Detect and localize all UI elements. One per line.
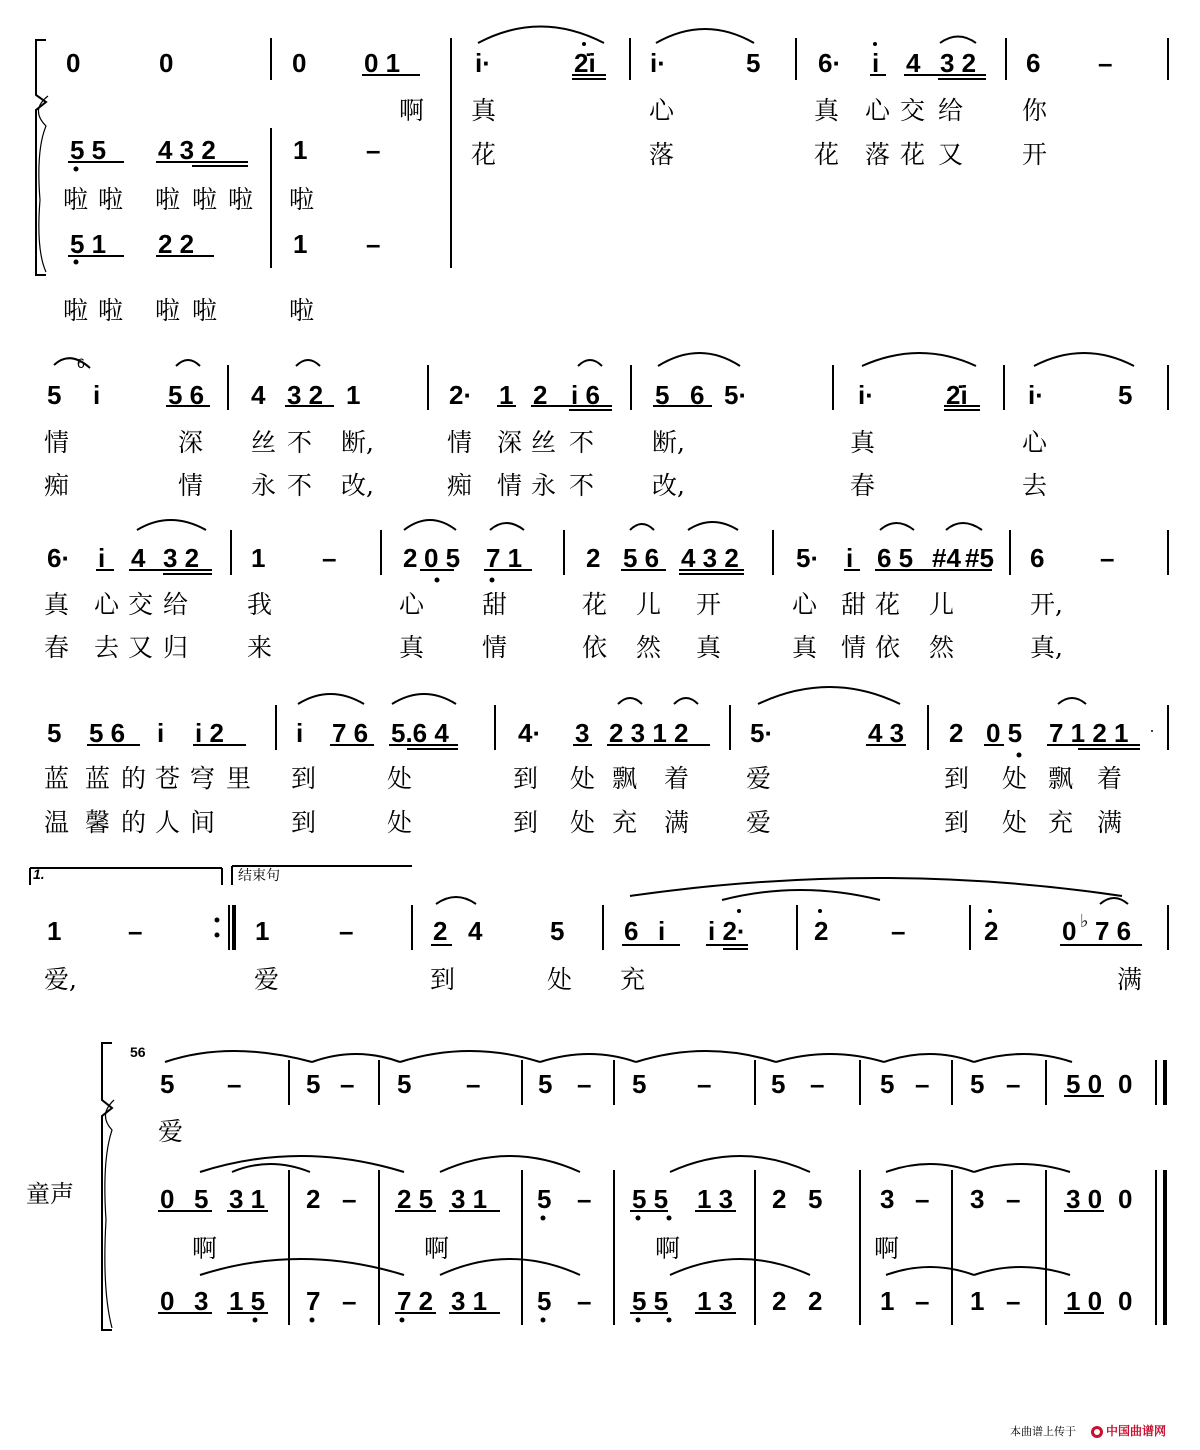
lyric: 到 <box>944 808 970 837</box>
note: i <box>93 380 101 410</box>
lyric: 啦 <box>228 185 254 214</box>
lyric: 丝 <box>531 428 557 457</box>
lyric: 花 <box>814 140 840 169</box>
lyric: 啦 <box>63 296 89 325</box>
lyric: 落 <box>649 140 675 169</box>
note: – <box>697 1069 712 1099</box>
note: 1 <box>346 380 361 410</box>
note: 1 <box>499 380 514 410</box>
lyric: 深 <box>497 428 523 457</box>
note: 2 <box>984 916 999 946</box>
note: 2 2 <box>158 229 195 259</box>
note: 5 1 <box>70 229 107 259</box>
note: – <box>128 916 143 946</box>
note: 5 5 <box>632 1184 669 1214</box>
system-bracket <box>102 1043 112 1330</box>
lyric: 花 <box>471 140 497 169</box>
note: 5 <box>538 1069 553 1099</box>
note: 2 <box>403 543 418 573</box>
note: 3 <box>970 1184 985 1214</box>
lyric: 真 <box>850 428 876 457</box>
lyric: 丝 <box>251 428 277 457</box>
lyric: 蓝 <box>85 764 111 793</box>
lyric: 甜 <box>841 590 867 619</box>
lyric: 去 <box>1022 471 1048 500</box>
note: – <box>915 1286 930 1316</box>
lyric: 花 <box>582 590 608 619</box>
footer-upload-text: 本曲谱上传于 <box>1010 1425 1076 1438</box>
lyric: 穹 <box>190 764 216 793</box>
note: 0 <box>1118 1184 1133 1214</box>
note: i <box>157 718 165 748</box>
note: 7 2 <box>397 1286 434 1316</box>
lyric: 我 <box>247 590 273 619</box>
note: 3 2 <box>940 48 977 78</box>
lyric: 情 <box>497 471 523 500</box>
lyric: 蓝 <box>44 764 70 793</box>
note: 3 0 <box>1066 1184 1103 1214</box>
note: 5 6 <box>623 543 660 573</box>
lyric: 啦 <box>63 185 89 214</box>
lyric: 满 <box>1097 808 1123 837</box>
note: 1 0 <box>1066 1286 1103 1316</box>
note: 2 <box>533 380 548 410</box>
lyric: 春 <box>44 633 70 662</box>
lyric: 满 <box>1117 965 1143 994</box>
lyric: 里 <box>226 764 252 793</box>
note: 5· <box>750 718 774 748</box>
note: 2 <box>306 1184 321 1214</box>
lyric: 不 <box>569 471 595 500</box>
note: 5 <box>655 380 670 410</box>
note: 5 <box>1118 380 1133 410</box>
note: 6 <box>1026 48 1041 78</box>
system-brace <box>38 96 48 272</box>
note: 7 6 <box>1095 916 1132 946</box>
lyric: 温 <box>44 808 70 837</box>
note: 6 5 <box>877 543 914 573</box>
lyric: 永 <box>531 471 557 500</box>
lyric: 啦 <box>155 185 181 214</box>
note: 4 3 2 <box>681 543 739 573</box>
note: 2 <box>814 916 829 946</box>
lyric: 交 <box>128 590 154 619</box>
note: 1 <box>970 1286 985 1316</box>
note: 2 5 <box>397 1184 434 1214</box>
note: 5 <box>970 1069 985 1099</box>
lyric: 依 <box>875 633 901 662</box>
note: 3 1 <box>451 1286 488 1316</box>
note: 2 <box>808 1286 823 1316</box>
lyric: 啦 <box>289 185 315 214</box>
lyric: 春 <box>850 471 876 500</box>
lyric: 来 <box>247 633 273 662</box>
lyric: 处 <box>1002 764 1028 793</box>
lyric: 处 <box>387 764 413 793</box>
note: 0 <box>1118 1069 1133 1099</box>
note: 5 <box>537 1184 552 1214</box>
note: 2̇i <box>946 380 968 410</box>
note: – <box>577 1286 592 1316</box>
lyric: 飘 <box>612 764 638 793</box>
note: 0 <box>66 48 81 78</box>
note: 1 5 <box>229 1286 266 1316</box>
note: 5 <box>160 1069 175 1099</box>
note: 5 <box>397 1069 412 1099</box>
note: i <box>658 916 666 946</box>
lyric: 真 <box>44 590 70 619</box>
lyric: 着 <box>664 764 690 793</box>
note: – <box>891 916 906 946</box>
ending-label: 结束句 <box>238 868 280 884</box>
site-logo[interactable]: 中国曲谱网 <box>1106 1424 1167 1438</box>
note: – <box>227 1069 242 1099</box>
note: 5 <box>746 48 761 78</box>
lyric: 然 <box>636 633 662 662</box>
note: – <box>366 229 381 259</box>
note: 1 3 <box>697 1184 734 1214</box>
note: 2̇i <box>574 48 596 78</box>
note: 2 <box>772 1184 787 1214</box>
lyric: 改, <box>652 471 685 500</box>
lyric: 啦 <box>192 185 218 214</box>
lyric: 处 <box>1002 808 1028 837</box>
note: i· <box>858 380 874 410</box>
lyric: 儿 <box>929 590 955 619</box>
note: 3 1 <box>229 1184 266 1214</box>
note: – <box>1100 543 1115 573</box>
lyric: 啦 <box>192 296 218 325</box>
note: – <box>577 1069 592 1099</box>
note: – <box>342 1184 357 1214</box>
lyric: 啊 <box>192 1234 218 1263</box>
note: i <box>846 543 854 573</box>
note: – <box>915 1184 930 1214</box>
note: – <box>577 1184 592 1214</box>
note: – <box>915 1069 930 1099</box>
lyric: 爱 <box>254 965 280 994</box>
note: 2 3 1 2 <box>609 718 689 748</box>
lyric: 不 <box>287 428 313 457</box>
lyric: 心 <box>649 96 675 125</box>
lyric: 开 <box>696 590 722 619</box>
note: 2 <box>586 543 601 573</box>
note: 3 <box>880 1184 895 1214</box>
lyric: 痴 <box>44 471 70 500</box>
note: 1 <box>880 1286 895 1316</box>
note: 0 <box>160 1184 175 1214</box>
note: 4 3 2 <box>158 135 216 165</box>
note: – <box>1006 1069 1021 1099</box>
lyric: 着 <box>1097 764 1123 793</box>
note: 1 <box>255 916 270 946</box>
note: 4 <box>468 916 483 946</box>
note: 6 <box>624 916 639 946</box>
note: i <box>296 718 304 748</box>
lyric: 真, <box>1030 633 1063 662</box>
lyric: 不 <box>569 428 595 457</box>
note: 3 <box>194 1286 209 1316</box>
lyric: 痴 <box>447 471 473 500</box>
note: – <box>340 1069 355 1099</box>
lyric: 断, <box>341 428 374 457</box>
lyric: 到 <box>430 965 456 994</box>
system-bracket <box>36 40 46 275</box>
note: i· <box>475 48 491 78</box>
note: 7 <box>306 1286 321 1316</box>
note: 1 <box>293 135 308 165</box>
lyric: 交 <box>900 96 926 125</box>
note: 1 <box>47 916 62 946</box>
note: 2 <box>949 718 964 748</box>
lyric: 花 <box>900 140 926 169</box>
note: 6 <box>690 380 705 410</box>
lyric: 深 <box>178 428 204 457</box>
lyric: 真 <box>814 96 840 125</box>
note: 3 2 <box>163 543 200 573</box>
lyric: 情 <box>447 428 473 457</box>
note: 0 1 <box>364 48 401 78</box>
note: 5 0 <box>1066 1069 1103 1099</box>
lyric: 处 <box>387 808 413 837</box>
note: 0 <box>160 1286 175 1316</box>
lyric: 爱 <box>746 764 772 793</box>
lyric: 间 <box>190 808 216 837</box>
note: 7 1 2 1 <box>1049 718 1129 748</box>
note: 1 <box>293 229 308 259</box>
lyric: 处 <box>547 965 573 994</box>
lyric: 断, <box>652 428 685 457</box>
note: 2 <box>433 916 448 946</box>
note: 0 <box>1118 1286 1133 1316</box>
note: – <box>339 916 354 946</box>
lyric: 依 <box>582 633 608 662</box>
note: 5 <box>880 1069 895 1099</box>
note: 5· <box>796 543 820 573</box>
note: 5 <box>537 1286 552 1316</box>
lyric: 情 <box>841 633 867 662</box>
note: i <box>98 543 106 573</box>
note: 1 <box>251 543 266 573</box>
note: 5 <box>47 718 62 748</box>
lyric: 到 <box>291 764 317 793</box>
lyric: 啊 <box>655 1234 681 1263</box>
note: – <box>342 1286 357 1316</box>
lyric: 爱 <box>746 808 772 837</box>
lyric: 啦 <box>98 296 124 325</box>
lyric: 不 <box>287 471 313 500</box>
lyric: 处 <box>570 764 596 793</box>
lyric: 情 <box>482 633 508 662</box>
grace-note: 56 <box>130 1044 146 1060</box>
lyric: 情 <box>178 471 204 500</box>
note: i 2· <box>708 916 746 946</box>
note: 4 <box>251 380 266 410</box>
lyric: 啦 <box>289 296 315 325</box>
lyric: 真 <box>792 633 818 662</box>
lyric: 充 <box>1048 808 1074 837</box>
note: 7 6 <box>332 718 369 748</box>
note: – <box>810 1069 825 1099</box>
lyric: 给 <box>163 590 189 619</box>
note: i· <box>650 48 666 78</box>
note: #4 <box>932 543 961 573</box>
lyric: 又 <box>128 633 154 662</box>
note: 5 5 <box>632 1286 669 1316</box>
note: 0 <box>159 48 174 78</box>
lyric: 改, <box>341 471 374 500</box>
lyric: 的 <box>121 764 147 793</box>
note: 3 1 <box>451 1184 488 1214</box>
note: i <box>872 48 880 78</box>
lyric: 开, <box>1030 590 1063 619</box>
note: 5 <box>47 380 62 410</box>
lyric: 苍 <box>155 764 181 793</box>
lyric: 归 <box>163 633 189 662</box>
lyric: 到 <box>291 808 317 837</box>
note: i 2 <box>195 718 224 748</box>
note: – <box>322 543 337 573</box>
lyric: 啊 <box>424 1234 450 1263</box>
note: 6 <box>1030 543 1045 573</box>
note: 5 5 <box>70 135 107 165</box>
note: 4 3 <box>868 718 905 748</box>
site-logo-mark <box>1091 1426 1103 1438</box>
note: 5· <box>724 380 748 410</box>
lyric: 开 <box>1022 140 1048 169</box>
note: 0 5 <box>424 543 461 573</box>
note: 0 5 <box>986 718 1023 748</box>
lyric: 充 <box>620 965 646 994</box>
note: 3 <box>575 718 590 748</box>
lyric: 花 <box>875 590 901 619</box>
note: 0 <box>292 48 307 78</box>
note: 2· <box>449 380 473 410</box>
note: 4 <box>131 543 146 573</box>
note: 5 <box>808 1184 823 1214</box>
note: – <box>1006 1184 1021 1214</box>
flat-sign: ♭ <box>1080 911 1089 931</box>
note: 5 <box>771 1069 786 1099</box>
lyric: 到 <box>513 764 539 793</box>
note: – <box>1006 1286 1021 1316</box>
lyric: 真 <box>696 633 722 662</box>
lyric: 儿 <box>636 590 662 619</box>
note: 4 <box>906 48 921 78</box>
note: 5 6 <box>89 718 126 748</box>
note: 6· <box>818 48 842 78</box>
lyric: 馨 <box>85 808 111 837</box>
lyric: 满 <box>664 808 690 837</box>
lyric: 的 <box>121 808 147 837</box>
lyric: 心 <box>865 96 891 125</box>
lyric: 心 <box>94 590 120 619</box>
note: 5.6 4 <box>391 718 449 748</box>
note: #5 <box>965 543 994 573</box>
lyric: 处 <box>570 808 596 837</box>
lyric: 你 <box>1022 96 1048 125</box>
note: 5 <box>194 1184 209 1214</box>
lyric: 啦 <box>98 185 124 214</box>
lyric: 然 <box>929 633 955 662</box>
note: 5 6 <box>168 380 205 410</box>
lyric: 又 <box>938 140 964 169</box>
lyric: 情 <box>44 428 70 457</box>
lyric: 永 <box>251 471 277 500</box>
lyric: 啊 <box>874 1234 900 1263</box>
part-label: 童声 <box>26 1180 74 1208</box>
note: 3 2 <box>287 380 324 410</box>
lyric: 啊 <box>399 96 425 125</box>
note: i· <box>1028 380 1044 410</box>
lyric: 心 <box>399 590 425 619</box>
note: – <box>1098 48 1113 78</box>
note: 6· <box>47 543 71 573</box>
lyric: 人 <box>155 808 181 837</box>
lyric: 心 <box>1022 428 1048 457</box>
lyric: 到 <box>944 764 970 793</box>
lyric: 去 <box>94 633 120 662</box>
note: 1 3 <box>697 1286 734 1316</box>
note: – <box>466 1069 481 1099</box>
lyric: 真 <box>399 633 425 662</box>
note: 5 <box>550 916 565 946</box>
lyric: 啦 <box>155 296 181 325</box>
lyric: 飘 <box>1048 764 1074 793</box>
lyric: 爱, <box>44 965 77 994</box>
note: – <box>366 135 381 165</box>
lyric: 到 <box>513 808 539 837</box>
note: 4· <box>518 718 542 748</box>
lyric: 心 <box>792 590 818 619</box>
note: 5 <box>306 1069 321 1099</box>
note: 0 <box>1062 916 1077 946</box>
lyric: 真 <box>471 96 497 125</box>
lyric: 给 <box>938 96 964 125</box>
grace-note: 6 <box>77 355 85 371</box>
note: 2 <box>772 1286 787 1316</box>
lyric: 落 <box>865 140 891 169</box>
lyric: 甜 <box>482 590 508 619</box>
note: 5 <box>632 1069 647 1099</box>
note: i 6 <box>571 380 600 410</box>
lyric: 爱 <box>158 1117 184 1146</box>
note: 7 1 <box>486 543 523 573</box>
system-brace <box>105 1100 114 1328</box>
lyric: 充 <box>612 808 638 837</box>
volta-label: 1. <box>33 866 45 882</box>
